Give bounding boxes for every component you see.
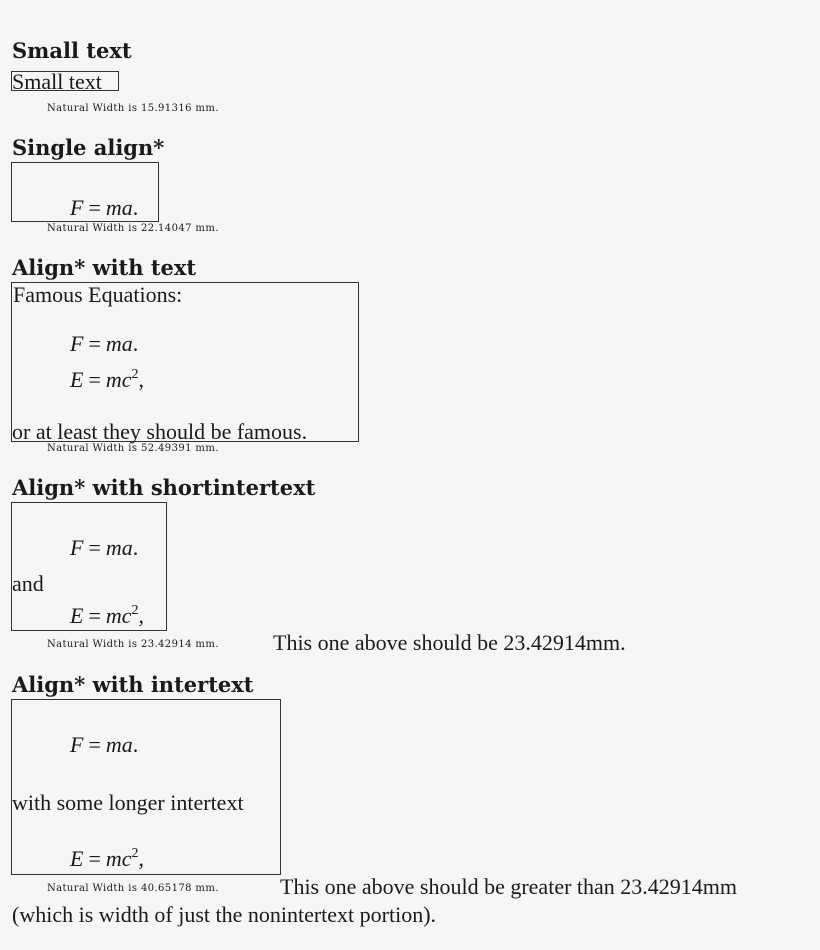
section-heading-single-align: Single align* [12,135,165,160]
natural-width-note-intertext: Natural Width is 40.65178 mm. [47,883,219,894]
section-heading-align-with-text: Align* with text [12,255,197,280]
equation-e-mc2 [70,369,144,391]
eq-equals: = [88,195,101,220]
single-align-box [11,162,159,222]
equation-e-mc2 [70,605,144,627]
natural-width-note-small-text: Natural Width is 15.91316 mm. [47,103,219,114]
eq-equals: = [88,535,101,560]
eq-rhs: mc [105,367,132,392]
eq-lhs: E [70,846,84,871]
equation-f-ma [70,537,138,559]
eq-superscript: 2 [131,603,139,618]
natural-width-note-shortintertext: Natural Width is 23.42914 mm. [47,639,219,650]
section-heading-small-text: Small text [12,38,132,63]
intertext: with some longer intertext [12,790,244,815]
eq-rhs: mc [105,603,132,628]
equation-f-ma [70,197,138,219]
eq-superscript: 2 [131,367,139,382]
eq-lhs: E [70,367,84,392]
eq-rhs: ma [105,195,133,220]
intertext: and [12,571,44,596]
eq-rhs: mc [105,846,132,871]
intertext-comment-line1: This one above should be greater than 23.42914mm [280,874,738,899]
align-with-text-box [11,282,359,442]
shortintertext-comment: This one above should be 23.42914mm. [273,630,626,655]
eq-lhs: F [70,732,84,757]
natural-width-note-align-with-text: Natural Width is 52.49391 mm. [47,443,219,454]
eq-equals: = [88,846,101,871]
align-intertext-box [11,699,281,875]
align-shortintertext-box [11,502,167,631]
small-text-content: Small text [12,69,102,94]
eq-punct: . [132,732,139,757]
natural-width-note-single-align: Natural Width is 22.14047 mm. [47,223,219,234]
section-heading-align-shortintertext: Align* with shortintertext [12,475,316,500]
intertext-comment-line2: (which is width of just the nonintertext portion). [12,902,437,927]
eq-lhs: E [70,603,84,628]
eq-equals: = [88,603,101,628]
outro-text: or at least they should be famous. [12,419,308,444]
eq-superscript: 2 [131,846,139,861]
eq-equals: = [88,367,101,392]
equation-f-ma [70,333,138,355]
equation-e-mc2 [70,848,144,870]
eq-lhs: F [70,331,84,356]
intro-text: Famous Equations: [13,282,183,307]
eq-punct: , [138,367,145,392]
eq-rhs: ma [105,535,133,560]
eq-rhs: ma [105,732,133,757]
eq-rhs: ma [105,331,133,356]
eq-equals: = [88,732,101,757]
eq-punct: , [138,603,145,628]
eq-punct: . [132,195,139,220]
section-heading-align-intertext: Align* with intertext [12,672,254,697]
eq-lhs: F [70,195,84,220]
small-text-box [11,69,119,94]
eq-punct: . [132,535,139,560]
eq-equals: = [88,331,101,356]
equation-f-ma [70,734,138,756]
eq-punct: , [138,846,145,871]
eq-punct: . [132,331,139,356]
eq-lhs: F [70,535,84,560]
